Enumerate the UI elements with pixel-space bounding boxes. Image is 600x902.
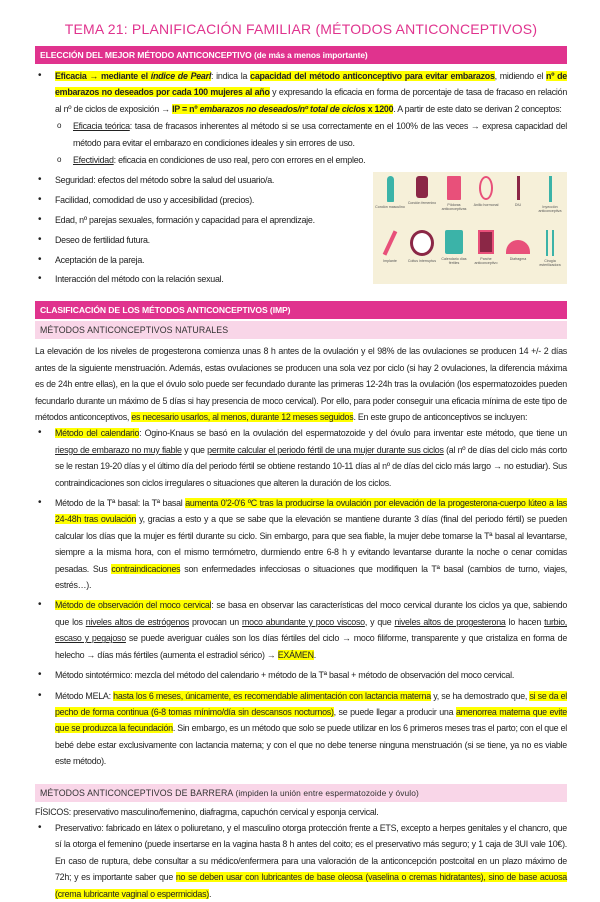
text-run: turbio, escaso y pegajoso <box>55 616 567 644</box>
method-label: Condón masculino <box>375 204 405 209</box>
text-run: Método de la Tª basal: la Tª basal <box>55 498 186 509</box>
list-item <box>35 212 355 228</box>
list-item <box>35 68 567 117</box>
text-run: y que <box>181 444 208 455</box>
method-label: Coitus interruptus <box>407 258 437 263</box>
text-run: : Ogino-Knaus se basó en la ovulación del espermatozoide y del óvulo para inventar este método, que tiene un <box>139 428 567 439</box>
highlighted-text: hasta los 6 meses, únicamente, es recomendable alimentación con lactancia materna <box>113 690 431 701</box>
list-item <box>35 688 567 770</box>
natural-methods-list <box>35 425 567 769</box>
list-item <box>35 172 355 188</box>
text-run: permite calcular el periodo fértil de una mujer durante sus ciclos <box>207 444 444 455</box>
method-icon <box>470 176 502 207</box>
method-icon <box>502 230 534 261</box>
text-run: y, se ha demostrado que, <box>430 690 530 701</box>
highlighted-text: capacidad del método anticonceptivo para evitar embarazos <box>250 71 495 81</box>
text-run: . En este grupo de anticonceptivos se incluyen: <box>353 412 528 422</box>
list-item <box>35 495 567 593</box>
section-header-eleccion <box>35 46 567 64</box>
highlighted-text: x 1200 <box>365 103 394 114</box>
list-item <box>35 271 355 287</box>
method-shape-icon <box>546 230 554 256</box>
method-shape-icon <box>387 176 394 202</box>
subsection-header-naturales: MÉTODOS ANTICONCEPTIVOS NATURALES <box>35 321 567 339</box>
highlighted-text: Eficacia → mediante el <box>55 71 151 81</box>
text-run: : eficacia en condiciones de uso real, pero con errores en el empleo. <box>113 155 366 166</box>
list-item <box>35 118 567 151</box>
text-run: FÍSICOS: preservativo masculino/femenino, diafragma, capuchón cervical y esponja cervical. <box>35 806 379 817</box>
section-header-note: (de más a menos importante) <box>253 50 368 60</box>
naturales-intro <box>35 343 567 425</box>
contraceptive-methods-image <box>373 172 567 284</box>
text-run: moco abundante y poco viscoso <box>242 616 365 627</box>
method-shape-icon <box>549 176 552 202</box>
method-shape-icon <box>517 176 520 200</box>
text-run: : se basa en observar las características del moco cervical durante los ciclos ya que, sabiendo que los <box>55 600 567 627</box>
text-run: niveles altos de estrógenos <box>85 616 190 627</box>
highlighted-text: IP = nº <box>172 103 200 114</box>
page-title: TEMA 21: PLANIFICACIÓN FAMILIAR (MÉTODOS ANTICONCEPTIVOS) <box>64 21 538 37</box>
barrier-methods-list <box>35 820 567 902</box>
method-icon <box>502 176 534 207</box>
highlighted-text: Método del calendario <box>55 428 140 439</box>
method-label: Diafragma <box>509 256 527 261</box>
list-item <box>35 667 567 683</box>
text-run: riesgo de embarazo no muy fiable <box>55 444 182 455</box>
text-run: . <box>313 649 316 660</box>
method-label: Calendario días fértiles <box>441 256 467 265</box>
text-run: , y que <box>364 616 395 627</box>
text-run: Deseo de fertilidad futura. <box>55 234 150 245</box>
highlighted-text: embarazos no deseados/nº total de ciclos <box>199 103 366 114</box>
list-item <box>35 152 567 168</box>
section-header-clasificacion: CLASIFICACIÓN DE LOS MÉTODOS ANTICONCEPTIVOS (IMP) <box>35 301 567 319</box>
method-label: DIU <box>514 202 522 207</box>
method-icon <box>534 230 566 267</box>
highlighted-text: aumenta 0'2-0'6 ºC tras la producirse la ovulación por elevación de la progesterona-cuerpo lúteo a las 24-48h tras ovulación <box>55 498 567 525</box>
text-run: se puede averiguar cuáles son los días fértiles del ciclo → moco filiforme, transparente y que cristaliza en forma de helecho → días más fértiles (aumenta el estradiol sérico) → <box>55 633 568 660</box>
method-icon <box>374 176 406 209</box>
list-item <box>35 820 567 902</box>
method-label: Cirugía esterilizadora <box>539 258 561 267</box>
list-item <box>35 252 355 268</box>
method-shape-icon <box>383 230 398 255</box>
list-item <box>35 232 355 248</box>
text-run: Seguridad: efectos del método sobre la salud del usuario/a. <box>55 174 275 185</box>
method-shape-icon <box>416 176 428 198</box>
method-icon <box>534 176 566 213</box>
criteria-list <box>35 68 567 168</box>
text-run: Método MELA: <box>55 690 114 701</box>
highlighted-text: contraindicaciones <box>111 563 181 574</box>
section-header-text: ELECCIÓN DEL MEJOR MÉTODO ANTICONCEPTIVO <box>40 50 252 60</box>
method-shape-icon <box>478 230 494 254</box>
method-label: Parche anticonceptivo <box>474 256 498 265</box>
method-icon <box>438 176 470 211</box>
text-run: La elevación de los niveles de progesterona comienza unas 8 h antes de la ovulación y el 98% de las ovulaciones se producen 14 +/- 2 días antes de la siguiente menstruación. Además, estas ovulaciones se producen una sola vez por ciclo (si hay 2 ovulaciones, la diferencia máxima es de 24h entre ellas), en la que el óvulo solo puede ser fecundado durante las primeras 12-24h tras la ovulación (los espermatozoides pueden fecundarlo durante un máximo de 5 días si hay presencia de moco cervical). Por ello, para poder conseguir una eficacia mínima de este tipo de métodos anticonceptivos, <box>35 346 567 422</box>
list-item <box>35 597 567 663</box>
text-run: Eficacia teórica <box>73 121 130 132</box>
highlighted-text: es necesario usarlos, al menos, durante 12 meses seguidos <box>131 412 354 422</box>
method-icon <box>470 230 502 265</box>
method-label: Píldoras anticonceptivas <box>441 202 467 211</box>
text-run: y, gracias a esto y a que se sabe que la elevación se mantiene durante 3 días (final del periodo fértil) se pueden calcular los días que la mujer es fértil durante su ciclo. Sin embargo, para que sea fiable, la mujer debe tomarse la Tª basal al levantarse, siempre a la misma hora, con el mismo termómetro, durmiendo entre 6-8 h y evitando levantarse durante la noche o cenar comidas pesadas. Sus <box>55 514 567 574</box>
criteria-list-continued <box>35 172 355 291</box>
method-shape-icon <box>506 240 530 254</box>
text-run: niveles altos de progesterona <box>394 616 506 627</box>
highlighted-text: nº de embarazos no deseados por cada 100 mujeres al año <box>55 71 567 98</box>
method-icon <box>406 230 438 263</box>
subsection-header-text: MÉTODOS ANTICONCEPTIVOS DE BARRERA <box>40 787 233 798</box>
text-run: , se puede llegar a producir una <box>333 706 456 717</box>
method-icon <box>374 230 406 263</box>
text-run: Método sintotérmico: mezcla del método del calendario + método de la Tª basal + método de observación del moco cervical. <box>55 670 515 681</box>
text-run: Preservativo: fabricado en látex o poliuretano, y el masculino otorga protección frente a ETS, excepto a herpes genitales y el chancro, que sí la otorga el femenino (puede insertarse en la vagina hasta 8 h antes del coito; es el preservativo más seguro; y 1 caja de 3UI vale 10€). En caso de ruptura, debe consultar a su médico/enfermera para una valoración de la anticoncepción postcoital en un plazo máximo de 72h; y es importante saber que <box>55 822 567 883</box>
method-shape-icon <box>410 230 434 256</box>
text-run: Facilidad, comodidad de uso y accesibilidad (precios). <box>55 194 255 205</box>
text-run: Interacción del método con la relación sexual. <box>55 274 224 285</box>
highlighted-text: Método de observación del moco cervical <box>55 600 212 611</box>
text-run: lo hacen <box>505 616 545 627</box>
text-run: . <box>209 888 212 899</box>
method-label: Anillo hormonal <box>473 202 499 207</box>
method-icon <box>406 176 438 205</box>
subsection-header-barrera <box>35 784 567 802</box>
highlighted-text: no se deben usar con lubricantes de base oleosa (vaselina o cremas hidratantes), sino de base acuosa (crema lubricante vaginal o espermicidas) <box>55 872 567 899</box>
method-shape-icon <box>445 230 463 254</box>
text-run: y expresando la eficacia en forma de porcentaje de tasa de fracaso en relación al nº de ciclos de exposición → <box>55 87 567 114</box>
text-run: (al nº de días del ciclo más corto se le restan 19-20 días y el último día del periodo fértil se obtiene restando 10-11 días al nº de días del ciclo más largo → no estudiar). Sus contraindicaciones son ciclos irregulares o situaciones que alteren la duración de los ciclos. <box>55 444 567 488</box>
text-run: Efectividad <box>73 155 114 166</box>
document-page <box>35 0 567 902</box>
highlighted-text: EXÁMEN <box>277 649 314 660</box>
text-run: . Sin embargo, es un método que solo se puede utilizar en los 6 primeros meses tras el parto; con el que el bebé debe estar exclusivamente con lactancia materna; y con el que no debe tenerse ninguna menstruación (si se tiene, ya no es viable este método). <box>55 723 567 767</box>
text-run: , midiendo el <box>494 71 547 81</box>
method-label: Condón femenino <box>407 200 437 205</box>
list-item <box>35 192 355 208</box>
text-run: Edad, nº parejas sexuales, formación y capacidad para el aprendizaje. <box>55 214 315 225</box>
highlighted-text: si se da el pecho de forma continua (6-8 tomas mínimo/día sin descansos nocturnos) <box>55 690 567 717</box>
method-label: Inyección anticonceptiva <box>538 204 562 213</box>
criteria-row-with-image <box>35 172 567 291</box>
barrera-intro <box>35 804 567 820</box>
text-run: : tasa de fracasos inherentes al método si se usa correctamente en el 100% de las veces → expresa capacidad del método para evitar el embarazo en condiciones ideales y sin errores de uso. <box>73 121 567 148</box>
text-run: . A partir de este dato se derivan 2 conceptos: <box>393 103 562 114</box>
method-label: Implante <box>383 258 397 263</box>
subsection-header-note: (impiden la unión entre espermatozoide y óvulo) <box>235 787 419 798</box>
highlighted-text: amenorrea materna que evite que se produzca la fecundación <box>55 706 567 734</box>
method-icon <box>438 230 470 265</box>
text-run: son enfermedades infecciosas o situaciones que modifiquen la Tª basal (cambios de turno, viajes, estrés…). <box>55 563 567 591</box>
method-shape-icon <box>447 176 461 200</box>
list-item <box>35 425 567 491</box>
method-shape-icon <box>479 176 493 200</box>
highlighted-text: índice de Pearl <box>150 71 212 81</box>
text-run: provocan un <box>189 616 243 627</box>
text-run: : indica la <box>211 71 251 81</box>
text-run: Aceptación de la pareja. <box>55 254 145 265</box>
